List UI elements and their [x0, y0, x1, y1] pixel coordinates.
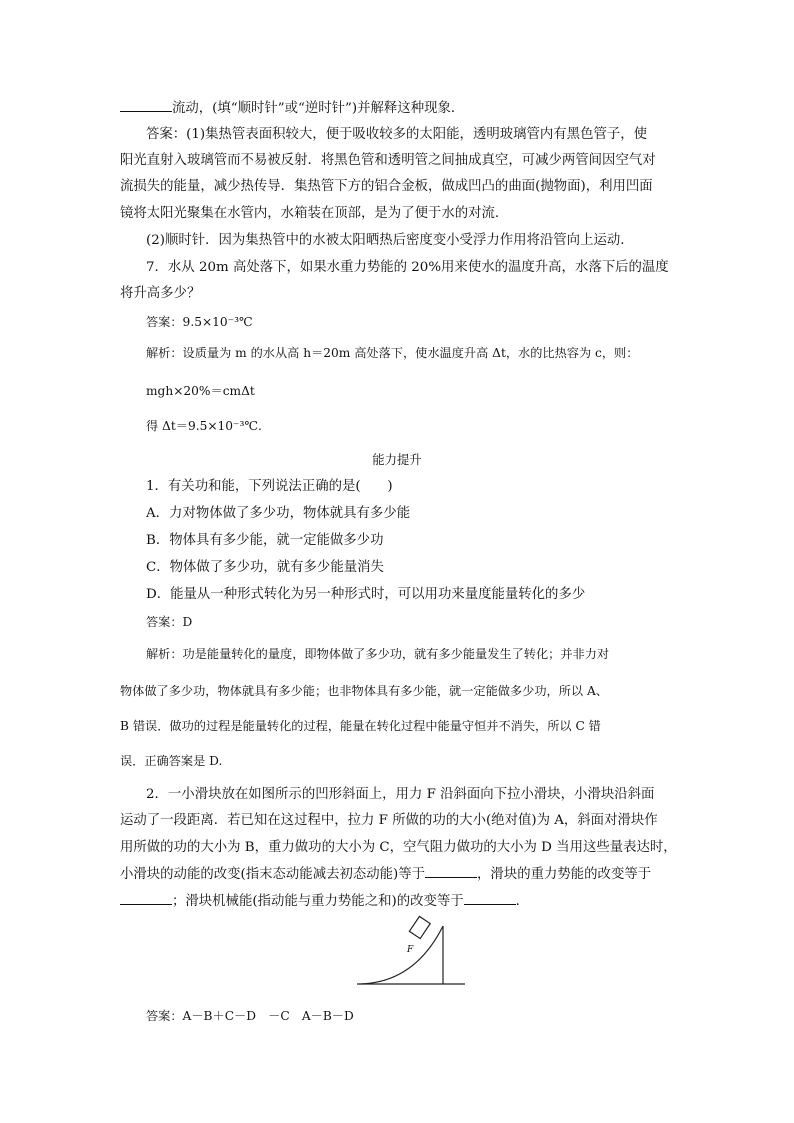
force-label: F [407, 945, 414, 955]
p1-option-c: C．物体做了多少功，就有多少能量消失 [146, 560, 384, 575]
concave-curve [361, 926, 443, 984]
p1-analysis-line-3: B 错误．做功的过程是能量转化的过程，能量在转化过程中能量守恒并不消失，所以 C 错 [120, 719, 601, 733]
p1-option-b: B．物体具有多少能，就一定能做多少功 [146, 533, 384, 548]
answer-blank [464, 891, 516, 905]
p1-option-a: A．力对物体做了多少功，物体就具有多少能 [146, 506, 411, 521]
concave-slope-figure [355, 893, 467, 989]
q6-answer-line-3: 流损失的能量，减少热传导．集热管下方的铝合金板，做成凹凸的曲面(抛物面)，利用凹面 [120, 179, 653, 194]
p1-analysis-line-4: 误．正确答案是 D. [120, 754, 223, 768]
q7-stem-line-2: 将升高多少？ [120, 286, 201, 301]
q7-analysis-formula: mgh×20%＝cmΔt [146, 384, 255, 398]
q6-answer-part-2: (2)顺时针．因为集热管中的水被太阳晒热后密度变小受浮力作用将沿管向上运动． [146, 233, 634, 248]
q7-stem-line-1: 7．水从 20m 高处落下，如果水重力势能的 20%用来使水的温度升高，水落下后的温度 [146, 260, 669, 275]
q7-analysis-line-1: 解析：设质量为 m 的水从高 h＝20m 高处落下，使水温度升高 Δt，水的比热容为 c，则： [146, 346, 639, 360]
p2-answer: 答案：A－B＋C－D －C A－B－D [146, 1009, 354, 1023]
p2-stem-line-3: 用所做的功的大小为 B，重力做功的大小为 C，空气阻力做功的大小为 D 当用这些量表达时， [120, 840, 677, 855]
q6-answer-line-1: 答案：(1)集热管表面积较大，便于吸收较多的太阳能，透明玻璃管内有黑色管子，使 [146, 127, 648, 142]
p2-stem-text: ． [515, 894, 530, 909]
p1-stem: 1．有关功和能，下列说法正确的是( ) [146, 479, 393, 494]
q6-prompt-line [120, 98, 464, 119]
answer-blank [120, 98, 172, 112]
section-title: 能力提升 [372, 452, 422, 467]
p2-stem-line-4 [120, 864, 651, 885]
slider-block [409, 916, 430, 938]
p1-analysis-line-1: 解析：功是能量转化的量度，即物体做了多少功，就有多少能量发生了转化；并非力对 [146, 647, 610, 661]
p2-stem-text: ，滑块的重力势能的改变等于 [477, 867, 652, 882]
q6-answer-line-2: 阳光直射入玻璃管而不易被反射．将黑色管和透明管之间抽成真空，可减少两管间因空气对 [120, 153, 656, 168]
answer-blank [425, 864, 477, 878]
q6-answer-line-4: 镜将太阳光聚集在水管内，水箱装在顶部，是为了便于水的对流． [120, 206, 509, 221]
p2-stem-text: ；滑块机械能(指动能与重力势能之和)的改变等于 [172, 894, 464, 909]
p2-stem-line-5 [120, 891, 529, 912]
p1-analysis-line-2: 物体做了多少功，物体就具有多少能；也非物体具有多少能，就一定能做多少功，所以 A、 [120, 684, 608, 698]
p1-option-d: D．能量从一种形式转化为另一种形式时，可以用功来量度能量转化的多少 [146, 587, 586, 602]
p2-stem-line-1: 2．一小滑块放在如图所示的凹形斜面上，用力 F 沿斜面向下拉小滑块，小滑块沿斜面 [146, 787, 655, 802]
q7-analysis-result: 得 Δt＝9.5×10⁻³℃. [146, 419, 262, 433]
answer-blank [120, 891, 172, 905]
q7-answer: 答案：9.5×10⁻³℃ [146, 315, 253, 329]
q6-prompt-text: 流动，(填“顺时针”或“逆时针”)并解释这种现象． [172, 101, 465, 116]
p2-stem-line-2: 运动了一段距离．若已知在这过程中，拉力 F 所做的功的大小(绝对值)为 A，斜面对滑块作 [120, 813, 658, 828]
p2-stem-text: 小滑块的动能的改变(指末态动能减去初态动能)等于 [120, 867, 426, 882]
p1-answer: 答案：D [146, 615, 193, 629]
